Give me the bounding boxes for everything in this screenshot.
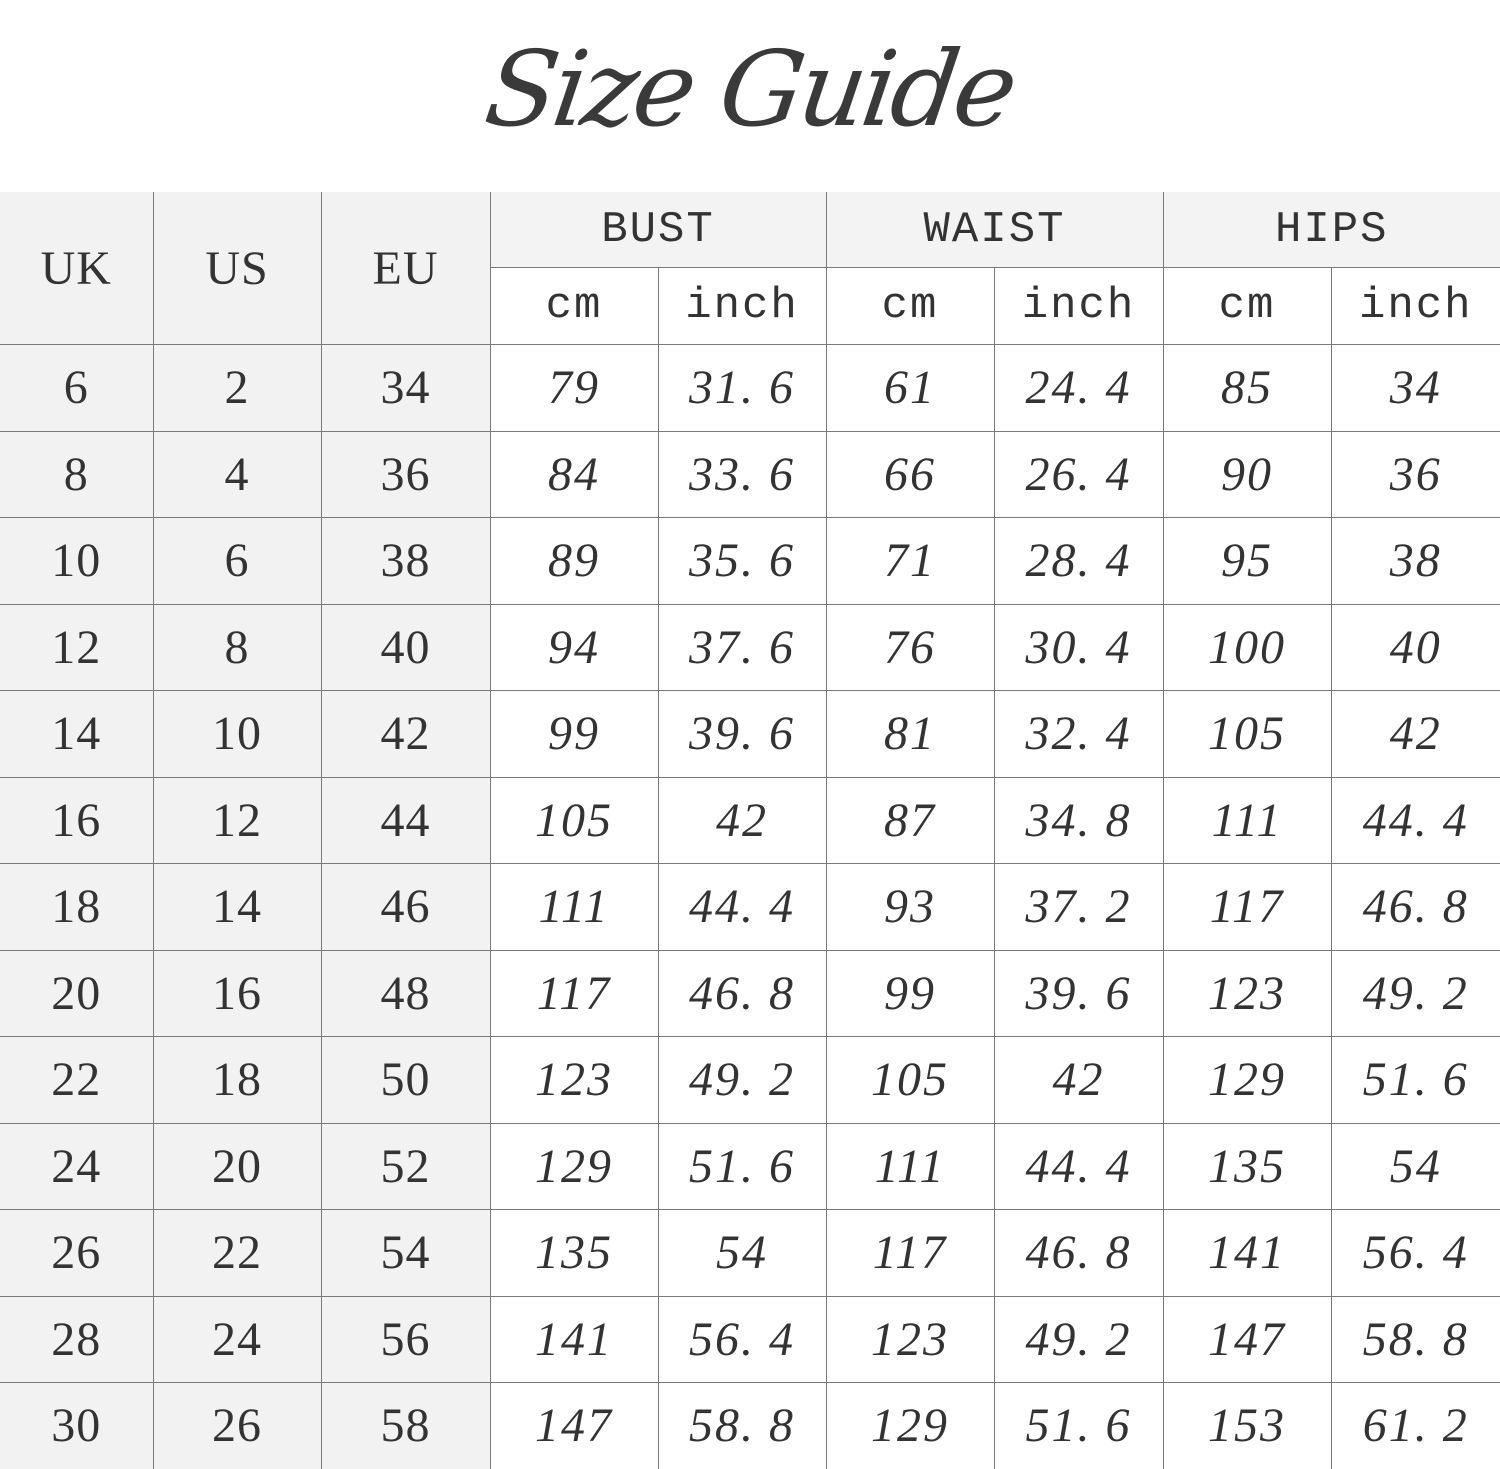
cell-waist-inch: 24. 4 <box>994 345 1163 432</box>
cell-eu: 40 <box>321 604 490 691</box>
cell-hips-cm: 123 <box>1163 950 1331 1037</box>
table-row <box>0 1123 1500 1210</box>
cell-uk: 18 <box>0 864 153 951</box>
cell-hips-cm: 111 <box>1163 777 1331 864</box>
cell-bust-cm: 99 <box>490 691 658 778</box>
cell-waist-inch: 42 <box>994 1037 1163 1124</box>
cell-eu: 52 <box>321 1123 490 1210</box>
header-hips-cm: cm <box>1163 268 1331 345</box>
header-hips: HIPS <box>1163 192 1500 268</box>
cell-hips-cm: 135 <box>1163 1123 1331 1210</box>
cell-us: 2 <box>153 345 321 432</box>
cell-eu: 34 <box>321 345 490 432</box>
cell-hips-inch: 58. 8 <box>1331 1296 1500 1383</box>
cell-uk: 22 <box>0 1037 153 1124</box>
cell-waist-inch: 32. 4 <box>994 691 1163 778</box>
cell-bust-cm: 105 <box>490 777 658 864</box>
cell-bust-inch: 54 <box>658 1210 826 1297</box>
cell-waist-inch: 51. 6 <box>994 1383 1163 1469</box>
cell-hips-cm: 153 <box>1163 1383 1331 1469</box>
cell-uk: 30 <box>0 1383 153 1469</box>
cell-bust-cm: 111 <box>490 864 658 951</box>
table-row <box>0 777 1500 864</box>
cell-us: 4 <box>153 431 321 518</box>
cell-us: 26 <box>153 1383 321 1469</box>
table-row <box>0 864 1500 951</box>
cell-bust-cm: 147 <box>490 1383 658 1469</box>
cell-bust-cm: 129 <box>490 1123 658 1210</box>
cell-waist-inch: 49. 2 <box>994 1296 1163 1383</box>
cell-bust-inch: 51. 6 <box>658 1123 826 1210</box>
cell-waist-inch: 26. 4 <box>994 431 1163 518</box>
cell-us: 24 <box>153 1296 321 1383</box>
cell-bust-inch: 35. 6 <box>658 518 826 605</box>
cell-hips-inch: 38 <box>1331 518 1500 605</box>
table-row <box>0 345 1500 432</box>
cell-hips-cm: 129 <box>1163 1037 1331 1124</box>
cell-hips-inch: 42 <box>1331 691 1500 778</box>
cell-hips-inch: 54 <box>1331 1123 1500 1210</box>
cell-bust-inch: 33. 6 <box>658 431 826 518</box>
cell-eu: 48 <box>321 950 490 1037</box>
cell-eu: 46 <box>321 864 490 951</box>
cell-hips-inch: 36 <box>1331 431 1500 518</box>
cell-us: 16 <box>153 950 321 1037</box>
cell-hips-inch: 51. 6 <box>1331 1037 1500 1124</box>
table-row <box>0 950 1500 1037</box>
cell-waist-inch: 28. 4 <box>994 518 1163 605</box>
cell-bust-cm: 89 <box>490 518 658 605</box>
cell-hips-cm: 147 <box>1163 1296 1331 1383</box>
cell-us: 20 <box>153 1123 321 1210</box>
cell-bust-inch: 42 <box>658 777 826 864</box>
cell-us: 18 <box>153 1037 321 1124</box>
cell-bust-cm: 79 <box>490 345 658 432</box>
table-row <box>0 1210 1500 1297</box>
cell-waist-cm: 117 <box>826 1210 994 1297</box>
cell-bust-cm: 117 <box>490 950 658 1037</box>
cell-uk: 16 <box>0 777 153 864</box>
cell-us: 22 <box>153 1210 321 1297</box>
cell-waist-cm: 105 <box>826 1037 994 1124</box>
cell-waist-cm: 123 <box>826 1296 994 1383</box>
size-rows <box>0 345 1500 1469</box>
cell-bust-inch: 44. 4 <box>658 864 826 951</box>
cell-eu: 36 <box>321 431 490 518</box>
cell-waist-inch: 44. 4 <box>994 1123 1163 1210</box>
cell-us: 12 <box>153 777 321 864</box>
header-hips-inch: inch <box>1331 268 1500 345</box>
cell-waist-inch: 30. 4 <box>994 604 1163 691</box>
cell-bust-inch: 37. 6 <box>658 604 826 691</box>
cell-bust-inch: 31. 6 <box>658 345 826 432</box>
cell-bust-cm: 123 <box>490 1037 658 1124</box>
cell-hips-inch: 40 <box>1331 604 1500 691</box>
cell-waist-cm: 99 <box>826 950 994 1037</box>
cell-waist-inch: 34. 8 <box>994 777 1163 864</box>
table-row <box>0 431 1500 518</box>
cell-bust-cm: 141 <box>490 1296 658 1383</box>
cell-waist-cm: 76 <box>826 604 994 691</box>
cell-waist-cm: 66 <box>826 431 994 518</box>
table-row <box>0 518 1500 605</box>
cell-us: 10 <box>153 691 321 778</box>
cell-hips-cm: 141 <box>1163 1210 1331 1297</box>
table-row <box>0 691 1500 778</box>
cell-bust-inch: 49. 2 <box>658 1037 826 1124</box>
cell-hips-inch: 34 <box>1331 345 1500 432</box>
cell-uk: 14 <box>0 691 153 778</box>
cell-us: 8 <box>153 604 321 691</box>
title-area <box>0 0 1500 192</box>
cell-uk: 26 <box>0 1210 153 1297</box>
table-row <box>0 1037 1500 1124</box>
cell-uk: 8 <box>0 431 153 518</box>
cell-hips-inch: 61. 2 <box>1331 1383 1500 1469</box>
cell-bust-inch: 58. 8 <box>658 1383 826 1469</box>
header-waist-inch: inch <box>994 268 1163 345</box>
cell-hips-cm: 90 <box>1163 431 1331 518</box>
cell-eu: 54 <box>321 1210 490 1297</box>
cell-bust-cm: 135 <box>490 1210 658 1297</box>
cell-us: 14 <box>153 864 321 951</box>
cell-waist-cm: 129 <box>826 1383 994 1469</box>
cell-eu: 58 <box>321 1383 490 1469</box>
cell-waist-cm: 111 <box>826 1123 994 1210</box>
cell-eu: 50 <box>321 1037 490 1124</box>
table-row <box>0 1296 1500 1383</box>
header-group-row <box>0 192 1500 268</box>
cell-hips-inch: 44. 4 <box>1331 777 1500 864</box>
cell-hips-cm: 100 <box>1163 604 1331 691</box>
cell-bust-cm: 94 <box>490 604 658 691</box>
header-bust-inch: inch <box>658 268 826 345</box>
header-uk: UK <box>0 192 153 345</box>
cell-waist-inch: 37. 2 <box>994 864 1163 951</box>
cell-hips-cm: 95 <box>1163 518 1331 605</box>
cell-hips-cm: 85 <box>1163 345 1331 432</box>
cell-waist-inch: 39. 6 <box>994 950 1163 1037</box>
cell-bust-inch: 39. 6 <box>658 691 826 778</box>
size-chart-table <box>0 192 1500 1469</box>
cell-waist-cm: 81 <box>826 691 994 778</box>
cell-uk: 28 <box>0 1296 153 1383</box>
header-bust: BUST <box>490 192 826 268</box>
header-waist: WAIST <box>826 192 1163 268</box>
cell-eu: 38 <box>321 518 490 605</box>
header-eu: EU <box>321 192 490 345</box>
cell-hips-inch: 46. 8 <box>1331 864 1500 951</box>
cell-eu: 44 <box>321 777 490 864</box>
cell-bust-inch: 46. 8 <box>658 950 826 1037</box>
cell-waist-cm: 93 <box>826 864 994 951</box>
table-row <box>0 1383 1500 1469</box>
cell-waist-cm: 71 <box>826 518 994 605</box>
cell-waist-inch: 46. 8 <box>994 1210 1163 1297</box>
cell-uk: 12 <box>0 604 153 691</box>
cell-hips-inch: 49. 2 <box>1331 950 1500 1037</box>
cell-us: 6 <box>153 518 321 605</box>
cell-eu: 56 <box>321 1296 490 1383</box>
cell-waist-cm: 87 <box>826 777 994 864</box>
cell-uk: 6 <box>0 345 153 432</box>
header-waist-cm: cm <box>826 268 994 345</box>
cell-uk: 24 <box>0 1123 153 1210</box>
cell-uk: 20 <box>0 950 153 1037</box>
cell-bust-cm: 84 <box>490 431 658 518</box>
page-title: Size Guide <box>478 28 1022 150</box>
cell-waist-cm: 61 <box>826 345 994 432</box>
table-row <box>0 604 1500 691</box>
header-bust-cm: cm <box>490 268 658 345</box>
cell-bust-inch: 56. 4 <box>658 1296 826 1383</box>
cell-uk: 10 <box>0 518 153 605</box>
header-us: US <box>153 192 321 345</box>
cell-hips-cm: 117 <box>1163 864 1331 951</box>
cell-hips-cm: 105 <box>1163 691 1331 778</box>
cell-hips-inch: 56. 4 <box>1331 1210 1500 1297</box>
cell-eu: 42 <box>321 691 490 778</box>
